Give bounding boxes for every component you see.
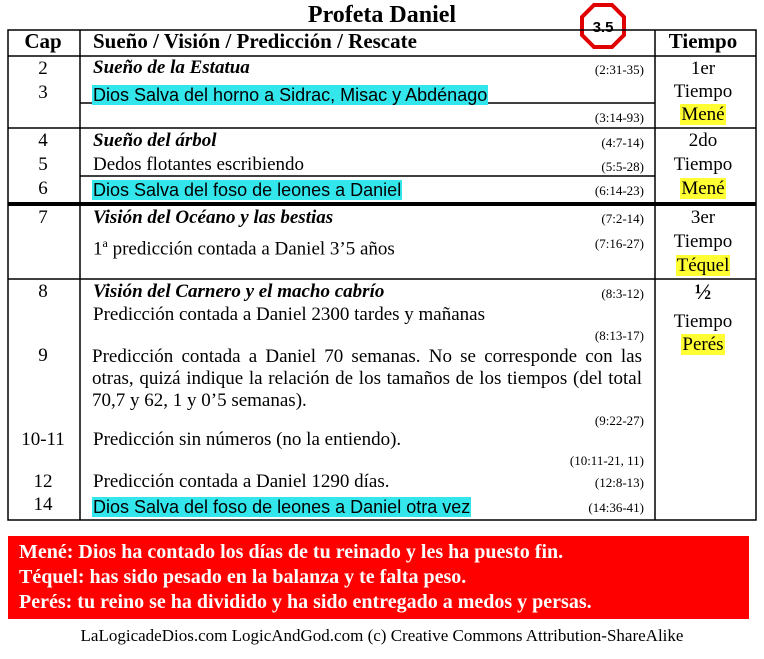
time-word (658, 334, 748, 356)
row-cap: 10-11 (21, 429, 65, 450)
time-word (658, 255, 748, 277)
row-text: Visión del Carnero y el macho cabrío (93, 281, 385, 302)
header-content: Sueño / Visión / Predicción / Rescate (93, 29, 417, 53)
row-ref: (5:5-28) (601, 159, 644, 174)
row-text: Dedos flotantes escribiendo (93, 154, 305, 175)
footer-credits: LaLogicadeDios.com LogicAndGod.com (c) Creative Commons Attribution-ShareAlike (80, 626, 684, 645)
row-ref: (2:31-35) (594, 62, 644, 77)
row-cap: 6 (38, 178, 48, 199)
row-ref: (3:14-93) (594, 110, 644, 125)
row-ref: (8:13-17) (594, 328, 644, 343)
row-ref: (14:36-41) (588, 500, 644, 515)
time-ordinal: 2do (688, 130, 718, 151)
row-text (92, 84, 488, 107)
row-ref: (8:3-12) (601, 286, 644, 301)
row-text: Predicción sin números (no la entiendo). (93, 429, 402, 450)
row-ref: (9:22-27) (594, 413, 644, 428)
time-word-highlight: Téquel (676, 255, 730, 276)
legend-line: Téquel: has sido pesado en la balanza y te falta peso. (19, 566, 467, 588)
row-cap: 9 (38, 345, 48, 366)
rescue-highlight: Dios Salva del foso de leones a Daniel (93, 180, 402, 200)
row-text: 1$^a$ predicción contada a Daniel 3’5 años (93, 236, 395, 260)
row-text (92, 496, 471, 519)
row-cap: 12 (33, 471, 53, 492)
row-text: Visión del Océano y las bestias (93, 207, 334, 228)
row-text: Sueño de la Estatua (93, 57, 250, 78)
header-cap: Cap (24, 29, 62, 53)
time-label: Tiempo (673, 231, 733, 252)
time-ordinal: 3er (690, 207, 716, 228)
row-ref: (12:8-13) (594, 475, 644, 490)
row-ref: (7:2-14) (601, 211, 644, 226)
row-ref: (6:14-23) (594, 183, 644, 198)
row-cap: 3 (38, 82, 48, 103)
time-word-highlight: Mené (681, 178, 725, 199)
time-label: Tiempo (673, 154, 733, 175)
time-word-highlight: Mené (681, 104, 725, 125)
row-cap: 2 (38, 58, 48, 79)
page-title: Profeta Daniel (307, 2, 457, 28)
header-time: Tiempo (668, 29, 738, 53)
row-cap: 4 (38, 130, 48, 151)
row-cap: 14 (33, 494, 53, 515)
rescue-highlight: Dios Salva del horno a Sidrac, Misac y Abdénago (93, 85, 488, 105)
row-cap: 7 (38, 207, 48, 228)
row-cap: 8 (38, 281, 48, 302)
time-label: Tiempo (673, 311, 733, 332)
time-word (658, 104, 748, 126)
time-ordinal: 1er (690, 58, 716, 79)
row-ref: (10:11-21, 11) (569, 453, 644, 468)
row-text: Predicción contada a Daniel 70 semanas. No se corresponde con las otras, quizá indique la relación de los tamaños de los tiempos (del total 70,7 y 62, 1 y 0’5 semanas). (92, 346, 642, 411)
legend-line: Perés: tu reino se ha dividido y ha sido entregado a medos y persas. (19, 591, 592, 613)
rescue-highlight: Dios Salva del foso de leones a Daniel otra vez (93, 497, 471, 517)
legend-box (8, 536, 749, 619)
row-text (92, 179, 402, 202)
legend-line: Mené: Dios ha contado los días de tu reinado y les ha puesto fin. (19, 541, 564, 563)
row-ref: (4:7-14) (601, 135, 644, 150)
time-ordinal: ½ (694, 279, 712, 304)
row-text: Sueño del árbol (93, 130, 217, 151)
row-text: Predicción contada a Daniel 2300 tardes y mañanas (93, 304, 485, 325)
time-word (658, 178, 748, 200)
row-ref: (7:16-27) (594, 236, 644, 251)
badge-label: 3.5 (592, 19, 614, 36)
time-word-highlight: Perés (682, 334, 724, 355)
row-text: Predicción contada a Daniel 1290 días. (93, 471, 390, 492)
time-label: Tiempo (673, 81, 733, 102)
row-cap: 5 (38, 154, 48, 175)
